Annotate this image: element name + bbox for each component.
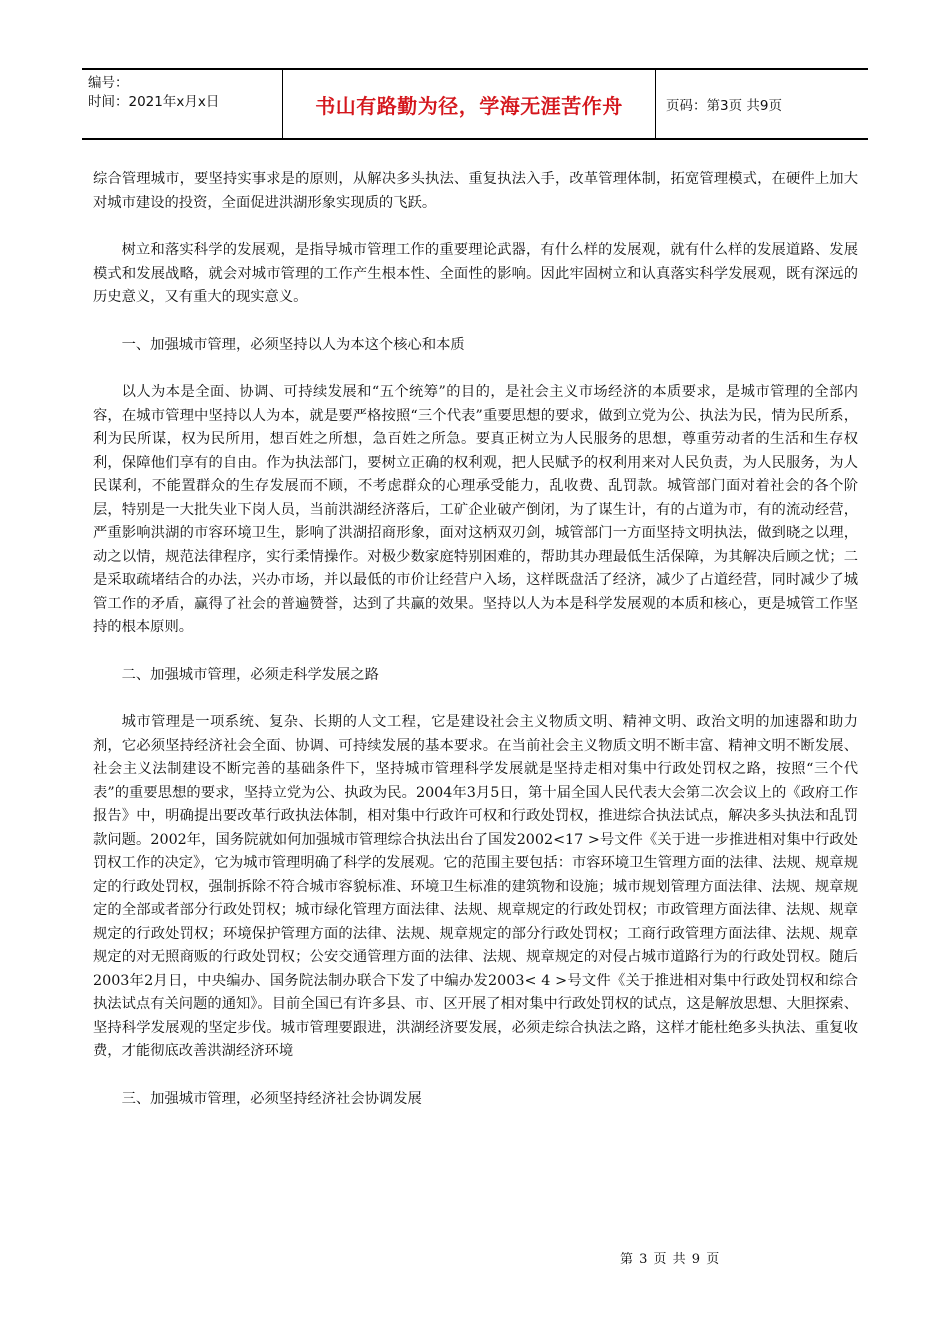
header-motto-cell: [283, 70, 656, 138]
section-heading-2: 二、加强城市管理，必须走科学发展之路: [121, 666, 379, 683]
section-heading-1: 一、加强城市管理，必须坚持以人为本这个核心和本质: [121, 336, 465, 353]
page-footer: 第 3 页 共 9 页: [620, 1252, 721, 1267]
header-page-info: 页码：第3页 共9页: [666, 98, 782, 114]
document-number-label: 编号：: [88, 75, 129, 91]
paragraph-people-oriented: 以人为本是全面、协调、可持续发展和“五个统筹”的目的，是社会主义市场经济的本质要求，是城市管理的全部内容，在城市管理中坚持以人为本，就是要严格按照“三个代表”重要思想的要求，做到立党为公、执法为民，情为民所系，利为民所谋，权为民所用，想百姓之所想，急百姓之所急。要真正树立为人民服务的思想，尊重劳动者的生活和生存权利，保障他们享有的自由。作为执法部门，要树立正确的权利观，把人民赋予的权利用来对人民负责，为人民服务，为人民谋利，不能置群众的生存发展而不顾，不考虑群众的心理承受能力，乱收费、乱罚款。城管部门面对着社会的各个阶层，特别是一大批失业下岗人员，当前洪湖经济落后，工矿企业破产倒闭，为了谋生计，有的占道为市，有的流动经营，严重影响洪湖的市容环境卫生，影响了洪湖招商形象，面对这柄双刃剑，城管部门一方面坚持文明执法，做到晓之以理，动之以情，规范法律程序，实行柔情操作。对极少数家庭特别困难的，帮助其办理最低生活保障，为其解决后顾之忧；二是采取疏堵结合的办法，兴办市场，并以最低的市价让经营户入场，这样既盘活了经济，减少了占道经营，同时减少了城管工作的矛盾，赢得了社会的普遍赞誉，达到了共赢的效果。坚持以人为本是科学发展观的本质和核心，更是城管工作坚持的根本原则。: [93, 384, 858, 635]
section-heading-3: 三、加强城市管理，必须坚持经济社会协调发展: [121, 1090, 422, 1107]
page-header: [82, 68, 868, 140]
document-body: [93, 168, 858, 1135]
header-meta: [82, 70, 283, 138]
paragraph-intro: 综合管理城市，要坚持实事求是的原则，从解决多头执法、重复执法入手，改革管理体制，拓宽管理模式，在硬件上加大对城市建设的投资，全面促进洪湖形象实现质的飞跃。: [93, 171, 858, 211]
paragraph-scientific-development: 城市管理是一项系统、复杂、长期的人文工程，它是建设社会主义物质文明、精神文明、政治文明的加速器和助力剂，它必须坚持经济社会全面、协调、可持续发展的基本要求。在当前社会主义物质文明不断丰富、精神文明不断发展、社会主义法制建设不断完善的基础条件下，坚持城市管理科学发展就是坚持走相对集中行政处罚权之路，按照“三个代表”的重要思想的要求，坚持立党为公、执政为民。2004年3月5日，第十届全国人民代表大会第二次会议上的《政府工作报告》中，明确提出要改革行政执法体制，相对集中行政许可权和行政处罚权，推进综合执法试点，解决多头执法和乱罚款问题。2002年，国务院就如何加强城市管理综合执法出台了国发2002<17 >号文件《关于进一步推进相对集中行政处罚权工作的决定》，它为城市管理明确了科学的发展观。它的范围主要包括：市容环境卫生管理方面的法律、法规、规章规定的行政处罚权，强制拆除不符合城市容貌标准、环境卫生标准的建筑物和设施；城市规划管理方面法律、法规、规章规定的全部或者部分行政处罚权；城市绿化管理方面法律、法规、规章规定的行政处罚权；市政管理方面法律、法规、规章规定的行政处罚权；环境保护管理方面的法律、法规、规章规定的部分行政处罚权；工商行政管理方面法律、法规、规章规定的对无照商贩的行政处罚权；公安交通管理方面的法律、法规、规章规定的对侵占城市道路行为的行政处罚权。随后2003年2月日，中央编办、国务院法制办联合下发了中编办发2003< 4 >号文件《关于推进相对集中行政处罚权和综合执法试点有关问题的通知》。目前全国已有许多县、市、区开展了相对集中行政处罚权的试点，这是解放思想、大胆探索、坚持科学发展观的坚定步伐。城市管理要跟进，洪湖经济要发展，必须走综合执法之路，这样才能杜绝多头执法、重复收费，才能彻底改善洪湖经济环境: [93, 714, 858, 1059]
paragraph-development-view: 树立和落实科学的发展观，是指导城市管理工作的重要理论武器，有什么样的发展观，就有什么样的发展道路、发展模式和发展战略，就会对城市管理的工作产生根本性、全面性的影响。因此牢固树立和认真落实科学发展观，既有深远的历史意义，又有重大的现实意义。: [93, 242, 858, 305]
header-motto: 书山有路勤为径，学海无涯苦作舟: [315, 93, 623, 118]
header-page-info-cell: [656, 70, 868, 138]
document-time-label: 时间：2021年x月x日: [88, 94, 220, 110]
